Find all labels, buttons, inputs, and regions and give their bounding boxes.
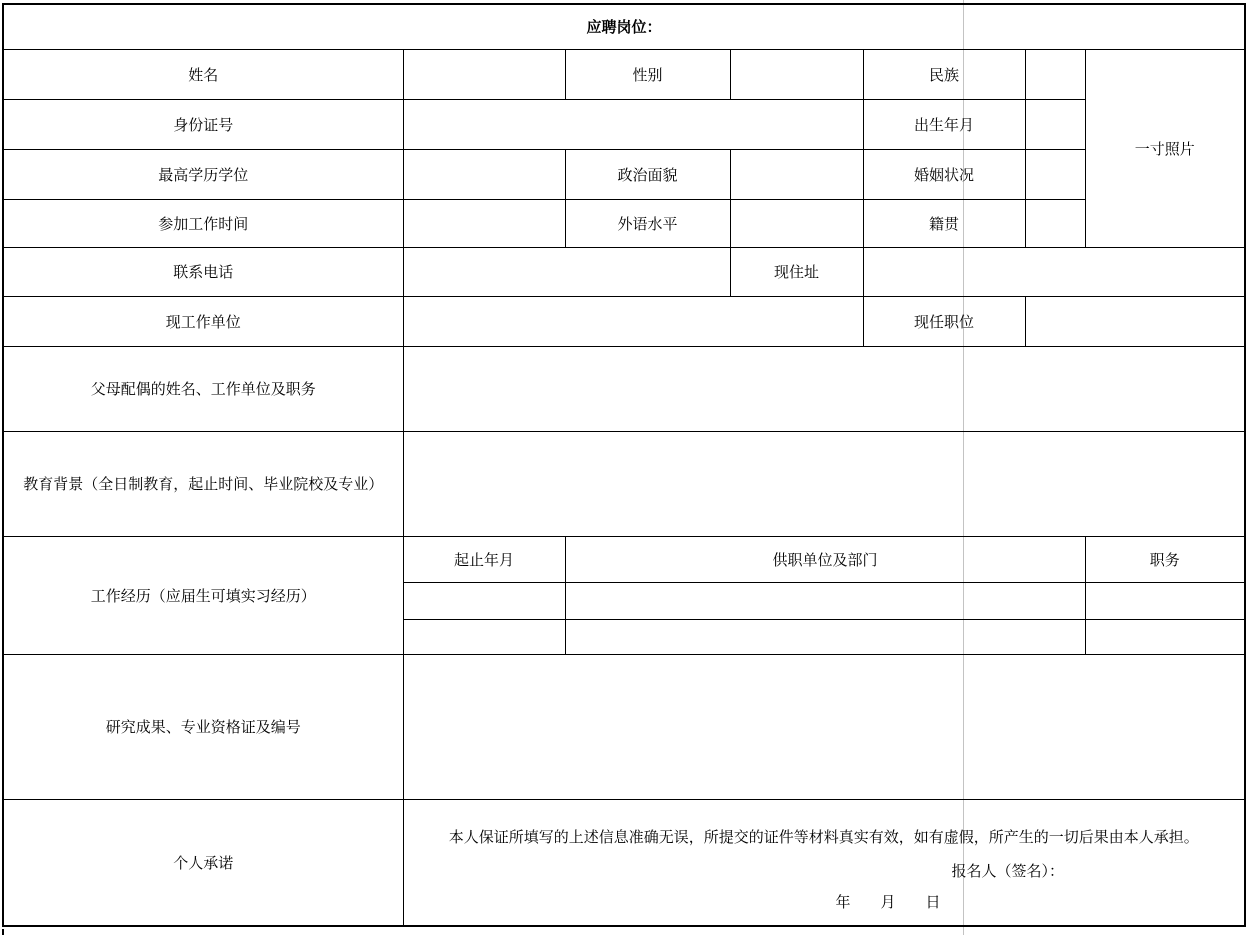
- position-applied-cell[interactable]: [3, 4, 1245, 49]
- gender-label: 性别: [565, 49, 730, 99]
- id-number-label: 身份证号: [3, 99, 403, 149]
- work-exp-title-header: 职务: [1085, 536, 1245, 582]
- row-employer-position: [3, 296, 1245, 346]
- signature-date-area[interactable]: 年 月 日: [835, 893, 941, 912]
- gender-value-cell[interactable]: [730, 49, 863, 99]
- highest-education-label: 最高学历学位: [3, 149, 403, 199]
- row-work-experience-header: [3, 536, 1245, 582]
- phone-value-cell[interactable]: [403, 247, 730, 296]
- row-education-background: [3, 431, 1245, 536]
- foreign-language-label: 外语水平: [565, 199, 730, 247]
- current-address-label: 现住址: [730, 247, 863, 296]
- row-position-applied: [3, 4, 1245, 49]
- personal-commitment-label: 个人承诺: [3, 799, 403, 926]
- birth-date-label: 出生年月: [863, 99, 1025, 149]
- photo-cell[interactable]: 一寸照片: [1085, 49, 1245, 247]
- id-number-value-cell[interactable]: [403, 99, 863, 149]
- work-exp-row2-period-cell[interactable]: [403, 619, 565, 654]
- achievements-value-cell[interactable]: [403, 654, 1245, 799]
- row-id-birthdate: [3, 99, 1245, 149]
- work-exp-row1-org-cell[interactable]: [565, 582, 1085, 619]
- highest-education-value-cell[interactable]: [403, 149, 565, 199]
- work-exp-row1-title-cell[interactable]: [1085, 582, 1245, 619]
- table-left-border-stub: [2, 929, 4, 935]
- row-education-political-marital: [3, 149, 1245, 199]
- political-status-label: 政治面貌: [565, 149, 730, 199]
- row-name-gender-ethnicity: [3, 49, 1245, 99]
- education-background-label: 教育背景（全日制教育，起止时间、毕业院校及专业）: [3, 431, 403, 536]
- current-employer-value-cell[interactable]: [403, 296, 863, 346]
- work-experience-label: 工作经历（应届生可填实习经历）: [3, 536, 403, 654]
- marital-status-value-cell[interactable]: [1025, 149, 1085, 199]
- native-place-label: 籍贯: [863, 199, 1025, 247]
- ethnicity-label: 民族: [863, 49, 1025, 99]
- marital-status-label: 婚姻状况: [863, 149, 1025, 199]
- ethnicity-value-cell[interactable]: [1025, 49, 1085, 99]
- family-members-label: 父母配偶的姓名、工作单位及职务: [3, 346, 403, 431]
- signer-signature-area[interactable]: 报名人（签名）：: [951, 862, 1065, 881]
- current-employer-label: 现工作单位: [3, 296, 403, 346]
- current-position-value-cell[interactable]: [1025, 296, 1245, 346]
- work-exp-org-header: 供职单位及部门: [565, 536, 1085, 582]
- position-applied-label: 应聘岗位：: [586, 18, 662, 37]
- name-value-cell[interactable]: [403, 49, 565, 99]
- education-background-value-cell[interactable]: [403, 431, 1245, 536]
- work-start-date-value-cell[interactable]: [403, 199, 565, 247]
- family-members-value-cell[interactable]: [403, 346, 1245, 431]
- application-form-table: [2, 3, 1246, 927]
- row-phone-address: [3, 247, 1245, 296]
- achievements-label: 研究成果、专业资格证及编号: [3, 654, 403, 799]
- row-workstart-language-native: [3, 199, 1245, 247]
- work-exp-row1-period-cell[interactable]: [403, 582, 565, 619]
- row-achievements: [3, 654, 1245, 799]
- current-position-label: 现任职位: [863, 296, 1025, 346]
- commitment-content-cell: [403, 799, 1245, 926]
- work-start-date-label: 参加工作时间: [3, 199, 403, 247]
- work-exp-period-header: 起止年月: [403, 536, 565, 582]
- name-label: 姓名: [3, 49, 403, 99]
- current-address-value-cell[interactable]: [863, 247, 1245, 296]
- political-status-value-cell[interactable]: [730, 149, 863, 199]
- native-place-value-cell[interactable]: [1025, 199, 1085, 247]
- foreign-language-value-cell[interactable]: [730, 199, 863, 247]
- birth-date-value-cell[interactable]: [1025, 99, 1085, 149]
- declaration-text: 本人保证所填写的上述信息准确无误，所提交的证件等材料真实有效，如有虚假，所产生的一切后果由本人承担。: [448, 828, 1199, 847]
- row-family-members: [3, 346, 1245, 431]
- work-exp-row2-org-cell[interactable]: [565, 619, 1085, 654]
- row-personal-commitment: [3, 799, 1245, 926]
- work-exp-row2-title-cell[interactable]: [1085, 619, 1245, 654]
- phone-label: 联系电话: [3, 247, 403, 296]
